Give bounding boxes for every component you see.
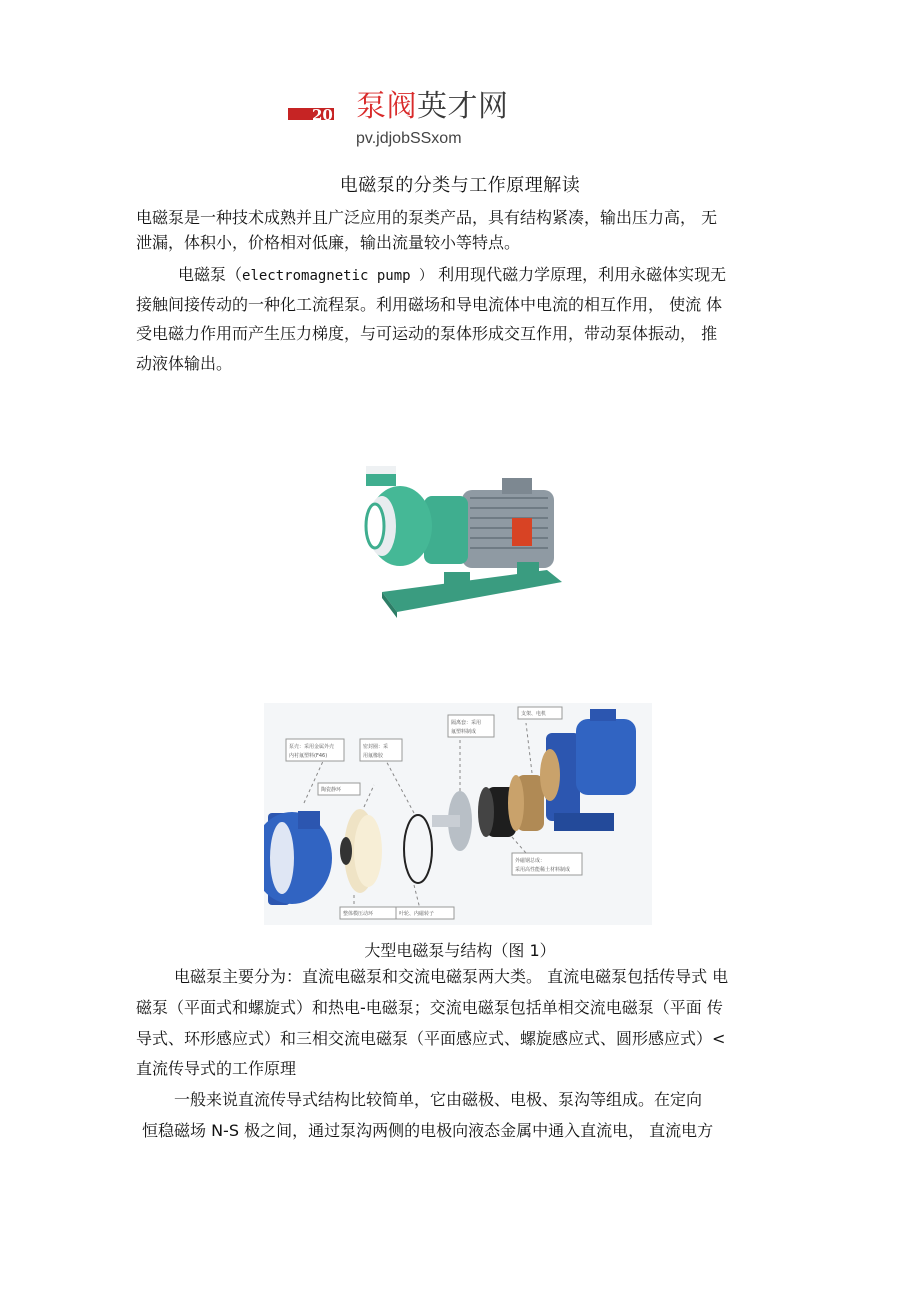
- magnetic-pump-photo: [352, 462, 567, 622]
- svg-text:密封圈：采: 密封圈：采: [363, 744, 389, 750]
- section-heading: 直流传导式的工作原理: [136, 1059, 297, 1078]
- svg-text:隔离套：采用: 隔离套：采用: [451, 720, 482, 726]
- svg-text:陶瓷静环: 陶瓷静环: [321, 787, 342, 793]
- term-suffix: 利用现代磁力学原理，利用永磁体实现无: [433, 265, 727, 284]
- svg-text:叶轮、内磁转子: 叶轮、内磁转子: [399, 911, 435, 917]
- svg-text:氟塑料制成: 氟塑料制成: [451, 729, 477, 735]
- paragraph-line: 电磁泵主要分为：直流电磁泵和交流电磁泵两大类。 直流电磁泵包括传导式 电: [174, 967, 729, 986]
- svg-text:采用高性能稀土材料制成: 采用高性能稀土材料制成: [515, 867, 571, 873]
- paragraph-line: 一般来说直流传导式结构比较简单，它由磁极、电极、泵沟等组成。在定向: [174, 1090, 703, 1109]
- svg-text:泵壳：采用金属外壳: 泵壳：采用金属外壳: [289, 744, 335, 750]
- svg-text:整体模压动环: 整体模压动环: [343, 911, 374, 917]
- logo-name-red: 泵阀: [356, 89, 417, 124]
- paragraph-line: 导式、环形感应式）和三相交流电磁泵（平面感应式、螺旋感应式、圆形感应式）<: [136, 1029, 726, 1048]
- svg-text:外磁钢总成：: 外磁钢总成：: [515, 858, 546, 864]
- paragraph-line: 动液体输出。: [136, 354, 233, 373]
- paragraph-line: 接触间接传动的一种化工流程泵。利用磁场和导电流体中电流的相互作用， 使流 体: [136, 295, 723, 314]
- svg-text:20: 20: [312, 106, 333, 124]
- term-english: electromagnetic pump ）: [242, 268, 434, 284]
- logo-name-dark: 英才网: [417, 89, 509, 124]
- svg-text:支架、电机: 支架、电机: [521, 711, 547, 717]
- logo-url: pv.jdjobSSxom: [356, 130, 462, 147]
- paragraph-line: 磁泵（平面式和螺旋式）和热电-电磁泵；交流电磁泵包括单相交流电磁泵（平面 传: [136, 998, 723, 1017]
- svg-text:内衬氟塑料(F46): 内衬氟塑料(F46): [289, 753, 328, 759]
- paragraph-line: 泄漏，体积小，价格相对低廉，输出流量较小等特点。: [136, 233, 521, 252]
- paragraph-line: 受电磁力作用而产生压力梯度，与可运动的泵体形成交互作用，带动泵体振动， 推: [136, 324, 718, 343]
- figure-caption: 大型电磁泵与结构（图 1）: [364, 941, 556, 960]
- svg-text:用氟橡胶: 用氟橡胶: [363, 753, 384, 759]
- paragraph-line: [178, 264, 726, 287]
- paragraph-line: 电磁泵是一种技术成熟并且广泛应用的泵类产品，具有结构紧凑，输出压力高， 无: [136, 208, 718, 227]
- pump-structure-diagram: [264, 703, 652, 925]
- term-prefix: 电磁泵（: [178, 265, 243, 284]
- paragraph-line: 恒稳磁场 N-S 极之间，通过泵沟两侧的电极向液态金属中通入直流电， 直流电方: [142, 1121, 714, 1140]
- document-title: 电磁泵的分类与工作原理解读: [339, 175, 581, 196]
- logo-mark-icon: [288, 104, 334, 124]
- site-logo-name: [356, 90, 509, 124]
